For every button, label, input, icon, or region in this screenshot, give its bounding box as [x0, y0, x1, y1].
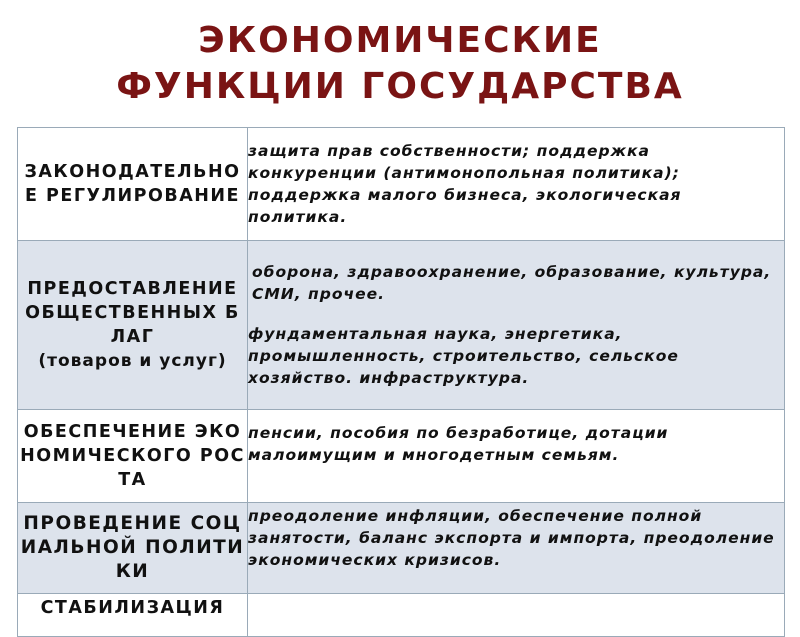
function-name — [18, 128, 248, 241]
functions-table — [17, 127, 785, 637]
table-row — [18, 503, 785, 594]
function-description-text: оборона, здравоохранение, образование, культура, СМИ, прочее. — [252, 263, 772, 303]
table-row — [18, 128, 785, 241]
table-row — [18, 410, 785, 503]
function-description — [248, 241, 785, 410]
function-description-text: преодоление инфляции, обеспечение полной занятости, баланс экспорта и импорта, преодоление экономических кризисов. — [248, 507, 775, 569]
function-description — [248, 503, 785, 594]
function-name-subtext: (товаров и услуг) — [38, 351, 227, 371]
function-description-text: фундаментальная наука, энергетика, промышленность, строительство, сельское хозяйство. инфраструктура. — [248, 325, 679, 387]
function-name — [18, 410, 248, 503]
title-line-1: ЭКОНОМИЧЕСКИЕ — [198, 20, 602, 61]
page-title — [0, 18, 800, 110]
function-name-text: ПРОВЕДЕНИЕ СОЦИАЛЬНОЙ ПОЛИТИКИ — [20, 513, 245, 582]
function-name — [18, 503, 248, 594]
table-row — [18, 241, 785, 410]
function-description-text: пенсии, пособия по безработице, дотации малоимущим и многодетным семьям. — [248, 424, 669, 464]
function-description-text: защита прав собственности; поддержка конкуренции (антимонопольная политика); поддержка малого бизнеса, экологическая политика. — [248, 142, 682, 226]
title-line-2: ФУНКЦИИ ГОСУДАРСТВА — [116, 66, 684, 107]
function-name-text: ПРЕДОСТАВЛЕНИЕ ОБЩЕСТВЕННЫХ БЛАГ — [25, 279, 240, 347]
function-description — [248, 128, 785, 241]
function-name-text: ЗАКОНОДАТЕЛЬНОЕ РЕГУЛИРОВАНИЕ — [24, 162, 241, 206]
function-name — [18, 241, 248, 410]
function-name-text: ОБЕСПЕЧЕНИЕ ЭКОНОМИЧЕСКОГО РОСТА — [20, 422, 245, 490]
function-name-text: СТАБИЛИЗАЦИЯ — [40, 598, 225, 618]
function-description — [248, 410, 785, 503]
